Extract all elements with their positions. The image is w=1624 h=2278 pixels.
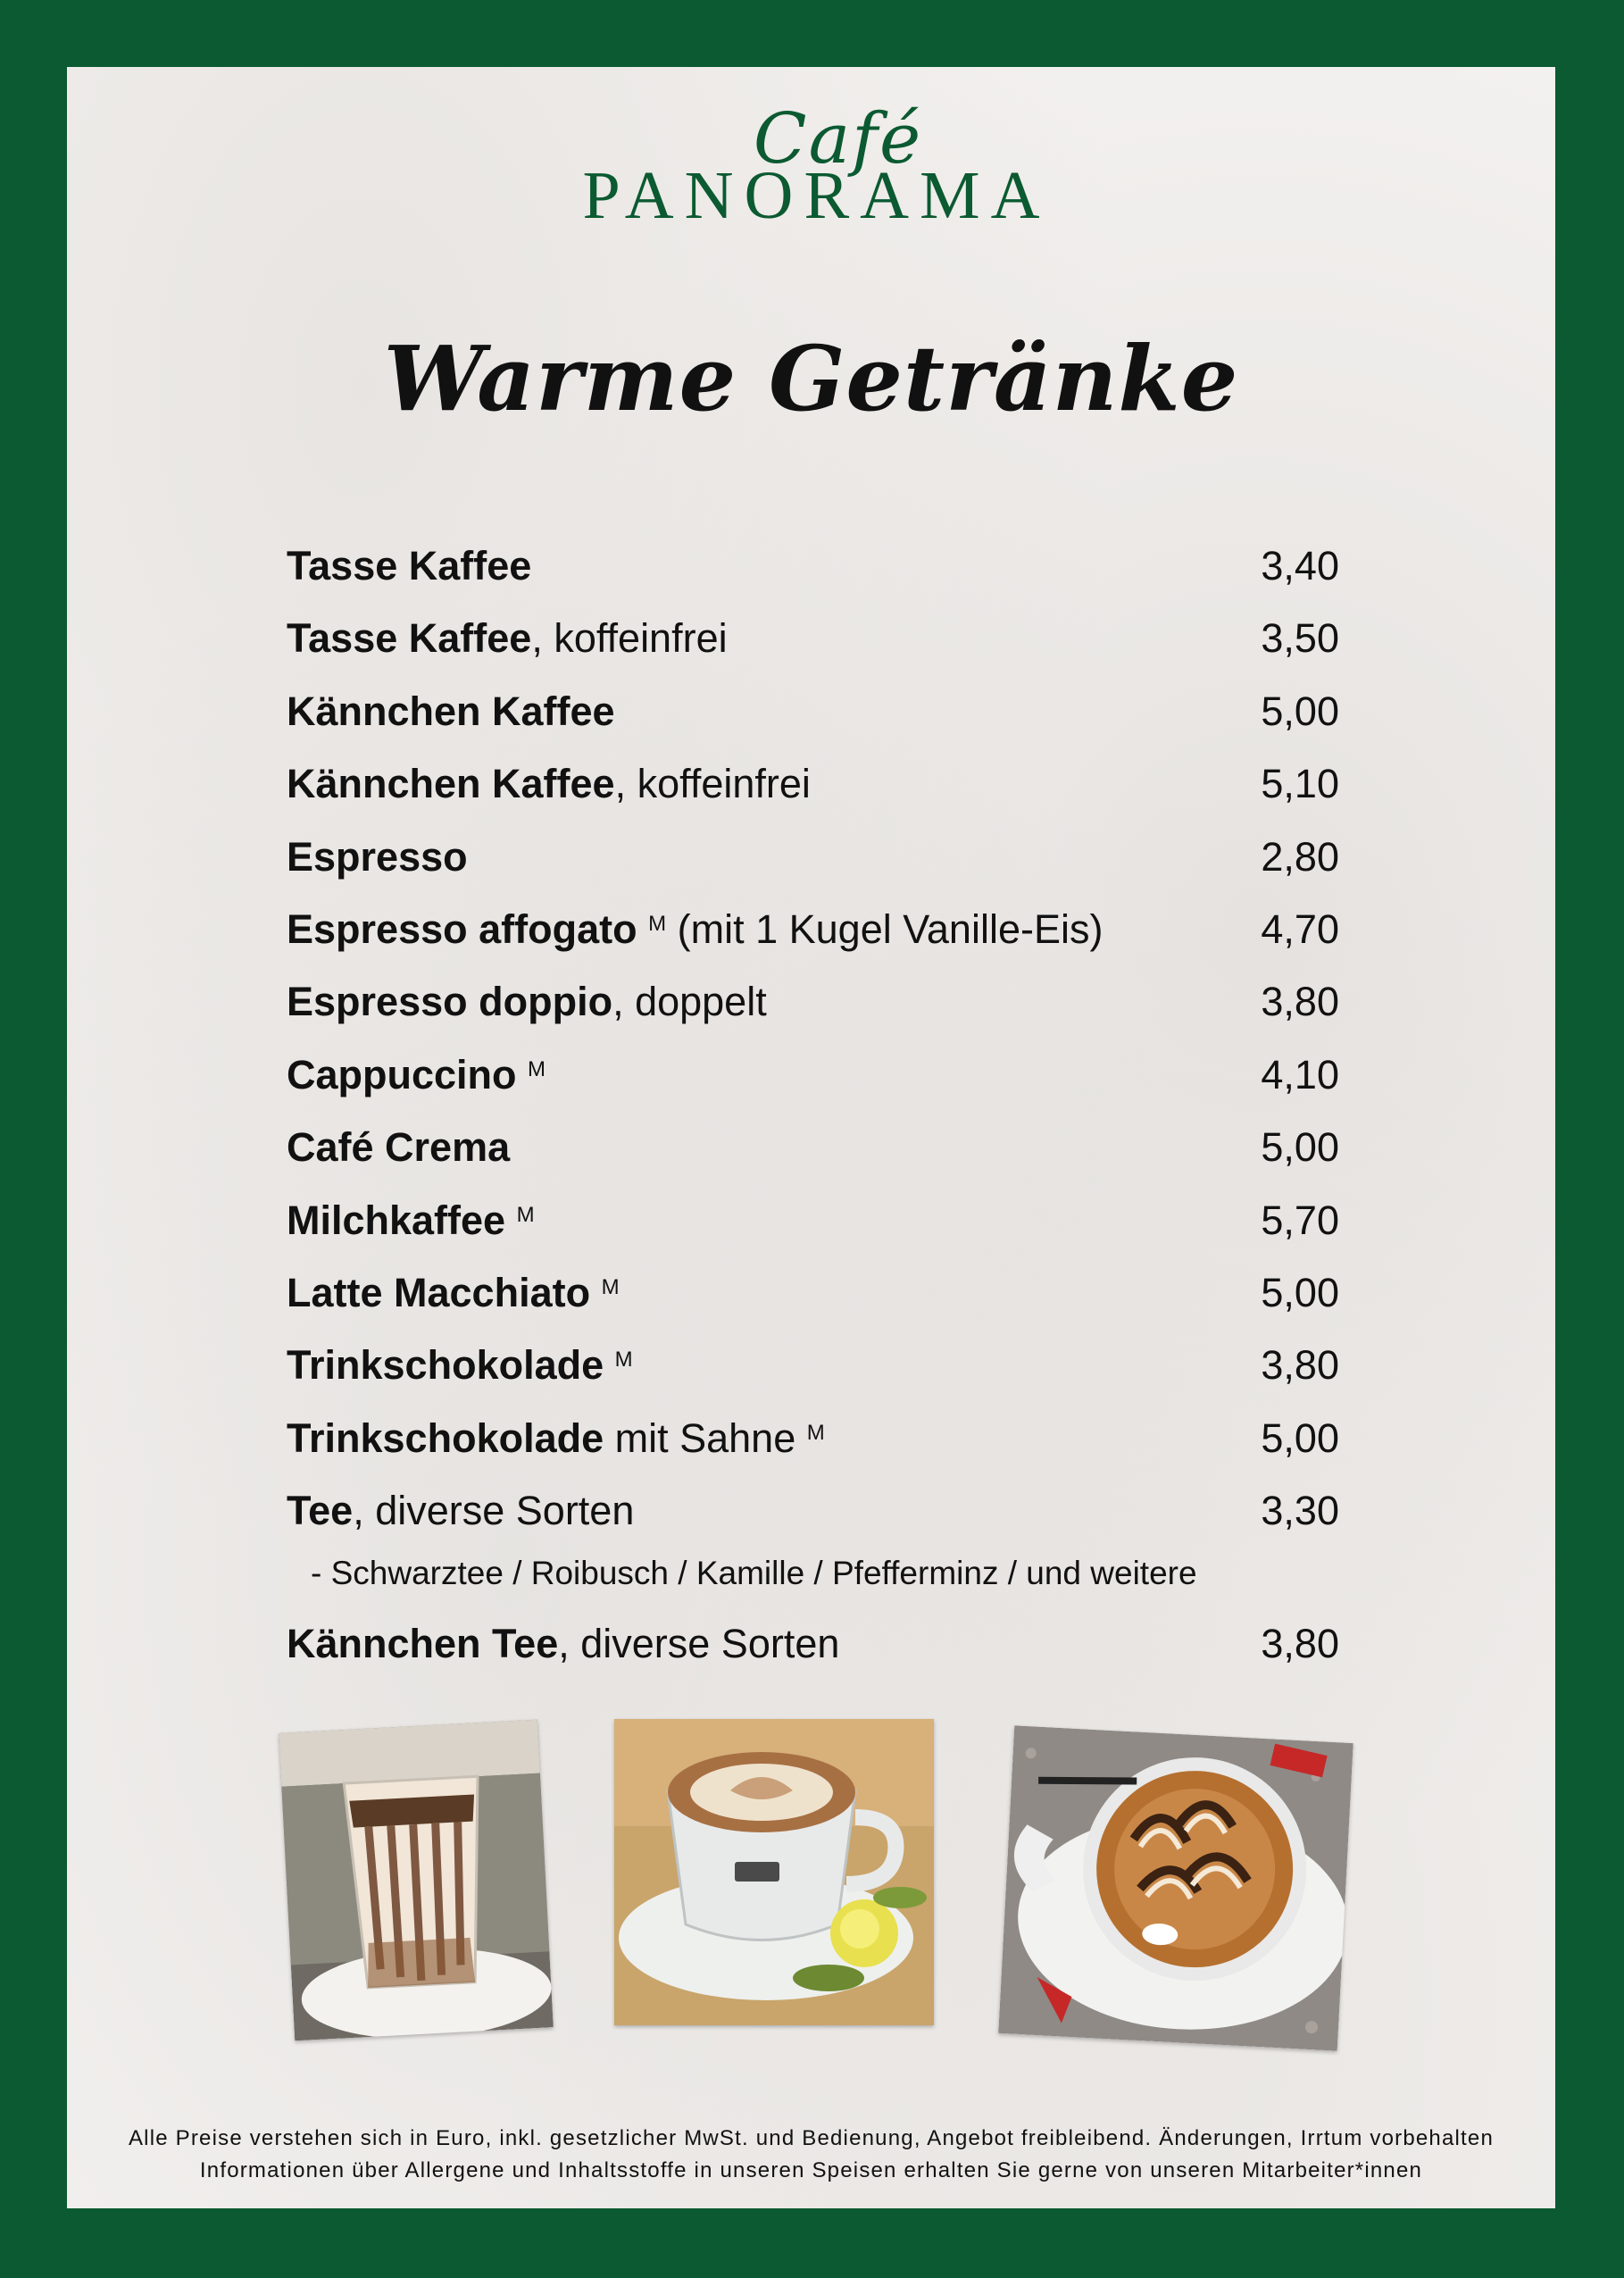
menu-item: [287, 1039, 1339, 1111]
item-price: 2,80: [1261, 833, 1339, 880]
item-name: Kännchen Kaffee: [287, 761, 615, 807]
menu-item: [287, 747, 1339, 820]
footer-notes: [67, 2123, 1555, 2187]
item-price: 3,80: [1261, 1342, 1339, 1389]
item-price: 3,40: [1261, 543, 1339, 588]
item-name: Trinkschokolade: [287, 1342, 604, 1389]
menu-item: [287, 1329, 1339, 1401]
menu-item: [287, 965, 1339, 1038]
menu-item: [287, 1256, 1339, 1329]
item-price: 4,70: [1261, 905, 1339, 952]
item-name: Trinkschokolade: [287, 1414, 604, 1461]
latte-art-photo: [998, 1725, 1353, 2050]
item-extra: mit Sahne: [604, 1414, 796, 1461]
cappuccino-photo: [614, 1719, 934, 2025]
item-name: Kännchen Kaffee: [287, 688, 615, 734]
item-extra: , diverse Sorten: [353, 1488, 635, 1534]
item-name: Latte Macchiato: [287, 1269, 591, 1315]
item-name: Café Crema: [287, 1124, 511, 1171]
photo-strip: [67, 1715, 1555, 2072]
item-name: Tasse Kaffee: [287, 615, 532, 662]
menu-page: [67, 67, 1555, 2208]
menu-item: [287, 602, 1339, 674]
menu-item: [287, 1607, 1339, 1680]
item-name: Tee: [287, 1488, 354, 1534]
allergen-marker: M: [601, 1274, 620, 1299]
item-price: 5,00: [1261, 688, 1339, 734]
tea-varieties-note: - Schwarztee / Roibusch / Kamille / Pfefferminz / und weitere: [311, 1555, 1197, 1592]
latte-macchiato-photo: [279, 1720, 554, 2041]
allergen-marker: M: [648, 911, 667, 936]
item-extra: , koffeinfrei: [614, 761, 811, 807]
menu-item: [287, 1111, 1339, 1183]
item-extra: , diverse Sorten: [558, 1621, 840, 1667]
footer-price-note: Alle Preise verstehen sich in Euro, inkl. gesetzlicher MwSt. und Bedienung, Angebot freibleibend. Änderungen, Irrtum vorbehalten: [128, 2126, 1495, 2150]
item-price: 4,10: [1261, 1051, 1339, 1097]
item-price: 5,00: [1261, 1124, 1339, 1171]
item-price: 5,00: [1261, 1269, 1339, 1315]
menu-item: [287, 530, 1339, 602]
item-name: Tasse Kaffee: [287, 543, 532, 588]
item-price: 5,00: [1261, 1414, 1339, 1461]
item-name: Milchkaffee: [287, 1197, 506, 1243]
allergen-marker: M: [614, 1348, 633, 1373]
item-price: 3,50: [1261, 615, 1339, 662]
footer-allergen-note: Informationen über Allergene und Inhaltsstoffe in unseren Speisen erhalten Sie gerne von unseren Mitarbeiter*innen: [199, 2158, 1423, 2182]
item-extra: , doppelt: [612, 979, 767, 1025]
item-price: 5,70: [1261, 1197, 1339, 1243]
item-name: Espresso doppio: [287, 979, 613, 1025]
item-extra: (mit 1 Kugel Vanille-Eis): [677, 905, 1103, 952]
item-price: 3,80: [1261, 1621, 1339, 1667]
item-name: Kännchen Tee: [287, 1621, 559, 1667]
item-name: Espresso affogato: [287, 905, 637, 952]
menu-item-list: [287, 530, 1339, 1681]
item-name: Espresso: [287, 833, 468, 880]
menu-item: [287, 893, 1339, 965]
allergen-marker: M: [806, 1420, 825, 1445]
item-extra: , koffeinfrei: [531, 615, 728, 662]
item-price: 5,10: [1261, 761, 1339, 807]
item-price: 3,80: [1261, 979, 1339, 1025]
menu-title: Warme Getränke: [383, 326, 1239, 431]
allergen-marker: M: [528, 1056, 546, 1081]
menu-item: [287, 1184, 1339, 1256]
menu-item: [287, 1402, 1339, 1474]
logo-panorama-text: PANORAMA: [582, 158, 1051, 233]
item-price: 3,30: [1261, 1488, 1339, 1534]
cafe-logo: [67, 99, 1555, 233]
menu-item: [287, 1474, 1339, 1547]
allergen-marker: M: [516, 1202, 535, 1227]
menu-item: [287, 675, 1339, 747]
menu-item: [287, 821, 1339, 893]
item-name: Cappuccino: [287, 1051, 517, 1097]
logo-cafe-text: Café: [753, 99, 923, 179]
